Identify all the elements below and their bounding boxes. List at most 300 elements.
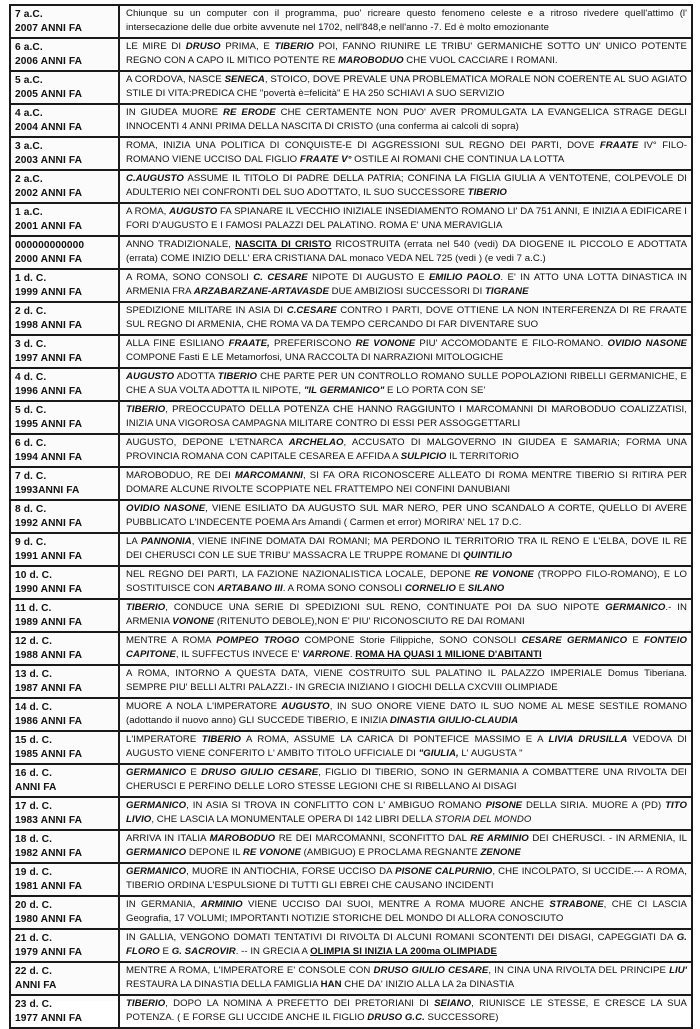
table-row <box>10 830 692 863</box>
year-label: 000000000000 <box>15 240 85 251</box>
table-row <box>10 203 692 236</box>
event-text: . A ROMA SONO CONSOLI <box>282 583 405 595</box>
event-description <box>119 38 692 71</box>
date-cell <box>10 797 119 830</box>
emphasized-name: "IL GERMANICO" <box>303 385 385 397</box>
table-row <box>10 434 692 467</box>
event-text: , IL SUFFECTUS INVECE E' <box>175 649 303 661</box>
table-row <box>10 797 692 830</box>
event-text: ANNO TRADIZIONALE, <box>126 239 236 250</box>
event-text: AUGUSTO, DEPONE L'ETNARCA <box>126 437 289 448</box>
date-cell <box>10 665 119 698</box>
event-text: A ROMA, <box>126 206 170 217</box>
years-ago-label: 2007 ANNI FA <box>15 23 83 34</box>
date-cell <box>10 995 119 1028</box>
emphasized-name: OLIMPIA SI INIZIA LA 200ma OLIMPIADE <box>310 946 497 958</box>
emphasized-name: STORIA DEL MONDO <box>434 814 532 826</box>
event-text: , SI FA ORA RICONOSCERE ALLEATO DI ROMA MENTRE TIBERIO SI RITIRA PER DOMARE ALCUNE RIVOLTE SCOPPIATE NEL FRATTEMPO NEI CONFINI DANUBIANI <box>126 470 687 496</box>
event-text: ALLA FINE ESILIANO <box>126 338 229 349</box>
date-cell <box>10 368 119 401</box>
year-label: 2 a.C. <box>15 174 43 185</box>
emphasized-name: C. CESARE <box>253 272 308 283</box>
emphasized-name: ARCHELAO <box>288 437 344 448</box>
emphasized-name: GERMANICO <box>126 866 187 877</box>
emphasized-name: POMPEO TROGO <box>216 635 300 646</box>
year-label: 12 d. C. <box>15 636 53 647</box>
date-cell <box>10 170 119 203</box>
date-cell <box>10 863 119 896</box>
emphasized-name: MARCOMANNI <box>234 470 304 481</box>
event-description <box>119 731 692 764</box>
years-ago-label: 1991 ANNI FA <box>15 551 83 562</box>
emphasized-name: GERMANICO <box>605 602 666 613</box>
year-label: 1 d. C. <box>15 273 47 284</box>
emphasized-name: TIBERIO <box>126 998 166 1009</box>
year-label: 2 d. C. <box>15 306 47 317</box>
event-description <box>119 929 692 962</box>
year-label: 8 d. C. <box>15 504 47 515</box>
years-ago-label: 1992 ANNI FA <box>15 518 83 529</box>
event-text: DEPONE IL <box>186 847 243 859</box>
table-row <box>10 566 692 599</box>
event-text: (TROPPO FILO-ROMANO), E LO SOSTITUISCE CON <box>126 569 687 595</box>
year-label: 14 d. C. <box>15 702 53 713</box>
date-cell <box>10 38 119 71</box>
event-text: VEDOVA DI AUGUSTO VIENE CONFERITO L' AMBITO TITOLO UFFICIALE DI <box>126 734 688 760</box>
event-text: RE DEI MARCOMANNI, SCONFITTO DAL <box>275 833 471 844</box>
year-label: 11 d. C. <box>15 603 52 614</box>
event-text: LE MIRE DI <box>126 41 186 52</box>
table-row <box>10 170 692 203</box>
event-text: RESTAURA LA DINASTIA DELLA FAMIGLIA <box>126 979 321 991</box>
event-text: , IN ASIA SI TROVA IN CONFLITTO CON L' AMBIGUO ROMANO <box>186 800 486 811</box>
emphasized-name: FRAATE V° <box>299 154 352 166</box>
event-text: VIENE UCCISO DAI SUOI, MENTRE A ROMA MUORE ANCHE <box>242 899 550 910</box>
year-label: 20 d. C. <box>15 900 53 911</box>
event-description <box>119 71 692 104</box>
date-cell <box>10 698 119 731</box>
year-label: 18 d. C. <box>15 834 53 845</box>
date-cell <box>10 500 119 533</box>
event-description <box>119 830 692 863</box>
event-text: , CHE CI LASCIA Geografia, 17 VOLUMI; IMPORTANTI NOTIZIE STORICHE DEL MONDO DI ALLORA CONOSCIUTO <box>126 899 688 925</box>
emphasized-name: FRAATE <box>599 140 639 151</box>
emphasized-name: QUINTILIO <box>463 550 513 562</box>
emphasized-name: PISONE <box>485 800 523 811</box>
table-row <box>10 269 692 302</box>
emphasized-name: TIBERIO <box>201 734 242 745</box>
event-text: NEL REGNO DEI PARTI, LA FAZIONE NAZIONALISTICA LOCALE, DEPONE <box>126 569 475 580</box>
event-text: , RIUNISCE LE STESSE, E CRESCE LA SUA POTENZA. ( E FORSE GLI UCCIDE ANCHE IL FIGLIO <box>126 998 687 1024</box>
emphasized-name: OVIDIO NASONE <box>607 338 687 349</box>
event-text: E <box>159 946 172 958</box>
event-text: PIU' ACCOMODANTE E FILO-ROMANO. <box>415 338 608 349</box>
event-text: ROMA, INIZIA UNA POLITICA DI CONQUISTE-E DI AGGRESSIONI SUL REGNO DEI PARTI, DOVE <box>126 140 600 151</box>
event-description <box>119 764 692 797</box>
years-ago-label: ANNI FA <box>15 980 57 991</box>
emphasized-name: ROMA HA QUASI 1 MILIONE D'ABITANTI <box>355 649 542 661</box>
years-ago-label: 2004 ANNI FA <box>15 122 83 133</box>
years-ago-label: 1993ANNI FA <box>15 485 80 496</box>
emphasized-name: PANNONIA <box>140 536 192 547</box>
emphasized-name: FRAATE, <box>228 338 270 349</box>
year-label: 4 a.C. <box>15 108 43 119</box>
year-label: 5 d. C. <box>15 405 47 416</box>
emphasized-name: GERMANICO <box>126 800 187 811</box>
event-text: E <box>186 767 202 778</box>
event-text: PRIMA, E <box>220 41 275 52</box>
event-description <box>119 467 692 500</box>
date-cell <box>10 599 119 632</box>
year-label: 6 a.C. <box>15 42 43 53</box>
years-ago-label: 1983 ANNI FA <box>15 815 83 826</box>
date-cell <box>10 104 119 137</box>
event-text: ASSUME IL TITOLO DI PADRE DELLA PATRIA; CONFINA LA FIGLIA GIULIA A VENTOTENE, COLPEVOLE DI ADULTERIO NEI CONFRONTI DEL SUO ADOTTATO, IL SUO SUCCESSORE <box>126 173 687 199</box>
event-text: .- IN ARMENIA <box>126 602 687 628</box>
event-description <box>119 698 692 731</box>
emphasized-name: MAROBODUO <box>338 55 404 67</box>
year-label: 23 d. C. <box>15 999 53 1010</box>
years-ago-label: 1990 ANNI FA <box>15 584 83 595</box>
table-row <box>10 38 692 71</box>
event-text: CONTRO I PARTI, DOVE OTTIENE LA NON INTERFERENZA DI RE FRAATE SUL REGNO DI ARMENIA, CHE ROMA VA DA TEMPO CERCANDO DI FAR DIVENTARE SUO <box>126 305 687 331</box>
date-cell <box>10 533 119 566</box>
date-cell <box>10 467 119 500</box>
table-row <box>10 335 692 368</box>
emphasized-name: RE ERODE <box>223 107 276 118</box>
emphasized-name: SENECA <box>224 74 265 85</box>
event-text: A ROMA, INTORNO A QUESTA DATA, VIENE COSTRUITO SUL PALATINO IL PALAZZO IMPERIALE Domus Tiberiana. SEMPRE PIU' BELLI ALTRI PALAZZI.- IN GRECIA INIZIANO I GIOCHI DELLA CXCVIII OLIMPIADE <box>126 668 687 694</box>
event-text: POI, FANNO RIUNIRE LE TRIBU' GERMANICHE SOTTO UN' UNICO POTENTE REGNO CON A CAPO IL MITICO POTENTE RE <box>126 41 687 67</box>
years-ago-label: 1988 ANNI FA <box>15 650 83 661</box>
event-text: , IN CINA UNA RIVOLTA DEL PRINCIPE <box>488 965 670 976</box>
emphasized-name: CORNELIO <box>404 583 456 595</box>
years-ago-label: 1996 ANNI FA <box>15 386 83 397</box>
event-text: DELLA SIRIA. MUORE A (PD) <box>522 800 666 811</box>
table-row <box>10 929 692 962</box>
years-ago-label: 1989 ANNI FA <box>15 617 83 628</box>
event-text: MAROBODUO, RE DEI <box>126 470 235 481</box>
event-text: MUORE A NOLA L'IMPERATORE <box>126 701 282 712</box>
event-text: IN GIUDEA MUORE <box>126 107 224 118</box>
date-cell <box>10 335 119 368</box>
emphasized-name: C.AUGUSTO <box>126 173 184 184</box>
emphasized-name: TIBERIO <box>126 602 166 613</box>
date-cell <box>10 896 119 929</box>
emphasized-name: STRABONE <box>549 899 604 910</box>
event-text: , VIENE ESILIATO DA AUGUSTO SUL MAR NERO, PER UNO SCANDALO A CORTE, QUELLO DI AVERE PUBBLICATO L'INDECENTE POEMA Ars Amandi ( Carmen et error) MORIRA' NEL 17 D.C. <box>126 503 687 529</box>
event-description <box>119 962 692 995</box>
table-row <box>10 500 692 533</box>
date-cell <box>10 962 119 995</box>
event-description <box>119 302 692 335</box>
event-description <box>119 170 692 203</box>
date-cell <box>10 434 119 467</box>
event-text: PREFERISCONO <box>269 338 356 349</box>
year-label: 3 a.C. <box>15 141 43 152</box>
date-cell <box>10 269 119 302</box>
event-text: CHE PARTE PER UN CONTROLLO ROMANO SULLE POPOLAZIONI RIBELLI GERMANICHE, E CHE A SUA VOLTA ADOTTA IL NIPOTE, <box>126 371 687 397</box>
event-text: SPEDIZIONE MILITARE IN ASIA DI <box>126 305 287 316</box>
year-label: 7 a.C. <box>15 9 43 20</box>
emphasized-name: GERMANICO <box>126 847 187 859</box>
table-row <box>10 863 692 896</box>
emphasized-name: DRUSO G.C. <box>367 1012 425 1024</box>
table-row <box>10 632 692 665</box>
table-row <box>10 71 692 104</box>
emphasized-name: LIVIA DRUSILLA <box>548 734 628 745</box>
event-text: , PREOCCUPATO DELLA POTENZA CHE HANNO RAGGIUNTO I MARCOMANNI DI MAROBODUO COALIZZATISI, INIZIA UNA VIGOROSA CAMPAGNA MILITARE CONTRO DI ESSI PER ASSOGGETTARLI <box>126 404 687 430</box>
event-text: IN GERMANIA, <box>126 899 201 910</box>
event-description <box>119 401 692 434</box>
chronology-table <box>9 4 693 1029</box>
table-row <box>10 962 692 995</box>
emphasized-name: RE ARMINIO <box>470 833 529 844</box>
years-ago-label: 1985 ANNI FA <box>15 749 83 760</box>
table-row <box>10 995 692 1028</box>
emphasized-name: VONONE <box>172 616 215 628</box>
years-ago-label: 1999 ANNI FA <box>15 287 83 298</box>
event-text: . E' IN ATTO UNA LOTTA DINASTICA IN ARMENIA FRA <box>126 272 687 298</box>
date-cell <box>10 929 119 962</box>
emphasized-name: G. FLORO <box>126 932 687 958</box>
years-ago-label: 2002 ANNI FA <box>15 188 83 199</box>
emphasized-name: TIBERIO <box>467 187 507 199</box>
date-cell <box>10 401 119 434</box>
years-ago-label: 1995 ANNI FA <box>15 419 83 430</box>
emphasized-name: C.CESARE <box>286 305 337 316</box>
event-description <box>119 566 692 599</box>
years-ago-label: 1997 ANNI FA <box>15 353 83 364</box>
event-description <box>119 137 692 170</box>
event-text: MENTRE A ROMA, L'IMPERATORE E' CONSOLE CON <box>126 965 374 976</box>
table-row <box>10 302 692 335</box>
event-text: , CHE LASCIA LA MONUMENTALE OPERA DI 142 LIBRI DELLA <box>151 814 435 826</box>
event-text: , FIGLIO DI TIBERIO, SONO IN GERMANIA A COMBATTERE UNA RIVOLTA DEI CHERUSCI E PERFINO DELLE LORO STESSE LEGIONI CHE SI RIBELLANO AI DISAGI <box>126 767 687 793</box>
event-text: CHE CERTAMENTE NON PUO' AVER PROMULGATA LA EVANGELICA STRAGE DEGLI INNOCENTI 4 ANNI PRIMA DELLA NASCITA DI CRISTO (una conferma ai calcoli di sopra) <box>126 107 687 133</box>
table-row <box>10 104 692 137</box>
emphasized-name: SEIANO <box>434 998 472 1009</box>
event-text: CHE DA' INIZIO ALLA LA 2a DINASTIA <box>341 979 515 991</box>
emphasized-name: ZENONE <box>480 847 521 859</box>
emphasized-name: AUGUSTO <box>169 206 218 217</box>
emphasized-name: AUGUSTO <box>281 701 330 712</box>
event-text: LA <box>126 536 141 547</box>
emphasized-name: TIBERIO <box>274 41 314 52</box>
event-text: IN GALLIA, VENGONO DOMATI TENTATIVI DI RIVOLTA DI ALCUNI ROMANI SCONTENTI DEI DISAGI, CAPEGGIATI DA <box>126 932 677 943</box>
emphasized-name: HAN <box>320 979 342 991</box>
years-ago-label: 2000 ANNI FA <box>15 254 83 265</box>
years-ago-label: 2003 ANNI FA <box>15 155 83 166</box>
emphasized-name: ARTABANO III <box>217 583 283 595</box>
years-ago-label: 1980 ANNI FA <box>15 914 83 925</box>
emphasized-name: AUGUSTO <box>126 371 175 382</box>
emphasized-name: DRUSO GIULIO CESARE <box>201 767 319 778</box>
years-ago-label: 1977 ANNI FA <box>15 1013 83 1024</box>
event-description <box>119 269 692 302</box>
event-text: IV° FILO-ROMANO VIENE UCCISO DAL FIGLIO <box>126 140 687 166</box>
table-row <box>10 368 692 401</box>
year-label: 9 d. C. <box>15 537 47 548</box>
year-label: 19 d. C. <box>15 867 53 878</box>
date-cell <box>10 830 119 863</box>
event-text: A ROMA, ASSUME LA CARICA DI PONTEFICE MASSIMO E A <box>241 734 549 745</box>
table-row <box>10 698 692 731</box>
date-cell <box>10 731 119 764</box>
emphasized-name: ARMINIO <box>200 899 243 910</box>
event-text: OSTILE AI ROMANI CHE CONTINUA LA LOTTA <box>351 154 565 166</box>
event-text: , VIENE INFINE DOMATA DAI ROMANI; MA PERDONO IL TERRITORIO TRA IL RENO E L'ELBA, DOVE IL RE DEI CHERUSCI CON LE SUE TRIBU' MASSACRA LE TRUPPE ROMANE DI <box>126 536 687 562</box>
event-text: IL TERRITORIO <box>446 451 519 463</box>
emphasized-name: DRUSO GIULIO CESARE <box>373 965 489 976</box>
event-description <box>119 236 692 269</box>
event-text: , MUORE IN ANTIOCHIA, FORSE UCCISO DA <box>186 866 396 877</box>
table-row <box>10 401 692 434</box>
event-text: L' AUGUSTA " <box>458 748 523 760</box>
event-text: E <box>455 583 468 595</box>
emphasized-name: "GIULIA, <box>418 748 459 760</box>
event-text: , CHE INCOLPATO, SI UCCIDE.--- A ROMA, TIBERIO ORDINA L'ESPULSIONE DI TUTTI GLI EBREI CHE CAUSANO INCIDENTI <box>126 866 688 892</box>
event-description <box>119 632 692 665</box>
event-text: COMPONE Fasti E LE Metamorfosi, UNA RACCOLTA DI NARRAZIONI MITOLOGICHE <box>126 352 504 364</box>
event-text: NIPOTE DI AUGUSTO E <box>307 272 429 283</box>
event-text: CHE VUOL CACCIARE I ROMANI. <box>403 55 558 67</box>
event-text: , ACCUSATO DI MALGOVERNO IN GIUDEA E SAMARIA; FORMA UNA PROVINCIA ROMANA CON CAPITALE CESAREA E AFFIDA A <box>126 437 687 463</box>
chronology-page <box>9 4 693 1024</box>
emphasized-name: TIBERIO <box>126 404 166 415</box>
event-text: E LO PORTA CON SE' <box>384 385 486 397</box>
years-ago-label: 1994 ANNI FA <box>15 452 83 463</box>
table-row <box>10 5 692 38</box>
event-text: RICOSTRUITA (errata nel 540 (vedi) DA DIOGENE IL PICCOLO E ADOTTATA (errata) COME INIZIO DELL' ERA CRISTIANA DAL monaco VEDA NEL 725 (vedi ) (e vedi 7 a.C.) <box>126 239 688 265</box>
emphasized-name: TITO LIVIO <box>126 800 688 826</box>
date-cell <box>10 632 119 665</box>
event-description <box>119 665 692 698</box>
chronology-rows <box>10 5 692 1028</box>
emphasized-name: ARZABARZANE-ARTAVASDE <box>193 286 329 298</box>
year-label: 5 a.C. <box>15 75 43 86</box>
emphasized-name: EMILIO PAOLO <box>428 272 501 283</box>
emphasized-name: DINASTIA GIULIO-CLAUDIA <box>389 715 519 727</box>
event-text: , CONDUCE UNA SERIE DI SPEDIZIONI SUL RENO, CONTINUATE POI DA SUO NIPOTE <box>165 602 606 613</box>
emphasized-name: MAROBODUO <box>209 833 276 844</box>
event-text: , IN SUO ONORE VIENE DATO IL SUO NOME AL MESE SESTILE ROMANO (adottando il nuovo anno) GLI SUCCEDE TIBERIO, E INIZIA <box>126 701 687 727</box>
table-row <box>10 764 692 797</box>
years-ago-label: 2001 ANNI FA <box>15 221 83 232</box>
event-text: L'IMPERATORE <box>126 734 202 745</box>
event-text: ARRIVA IN ITALIA <box>126 833 210 844</box>
emphasized-name: OVIDIO NASONE <box>126 503 206 514</box>
date-cell <box>10 236 119 269</box>
event-text: ADOTTA <box>174 371 218 382</box>
table-row <box>10 731 692 764</box>
year-label: 1 a.C. <box>15 207 43 218</box>
year-label: 4 d. C. <box>15 372 47 383</box>
date-cell <box>10 764 119 797</box>
year-label: 10 d. C. <box>15 570 53 581</box>
event-text: E <box>627 635 644 646</box>
year-label: 6 d. C. <box>15 438 47 449</box>
emphasized-name: TIGRANE <box>485 286 529 298</box>
date-cell <box>10 5 119 38</box>
table-row <box>10 533 692 566</box>
event-text: FA SPIANARE IL VECCHIO INIZIALE INSEDIAMENTO ROMANO LI' DA 751 ANNI, E INIZIA A EDIFICARE I FORI D'AUGUSTO E I FAMOSI PALAZZI DEL PALATINO. ROMA E' UNA MERAVIGLIA <box>126 206 688 232</box>
event-description <box>119 533 692 566</box>
event-description <box>119 335 692 368</box>
date-cell <box>10 71 119 104</box>
years-ago-label: 1981 ANNI FA <box>15 881 83 892</box>
year-label: 16 d. C. <box>15 768 53 779</box>
years-ago-label: 1987 ANNI FA <box>15 683 83 694</box>
years-ago-label: 1998 ANNI FA <box>15 320 83 331</box>
emphasized-name: TIBERIO <box>217 371 257 382</box>
emphasized-name: G. SACROVIR <box>171 946 236 958</box>
event-description <box>119 5 692 38</box>
emphasized-name: FONTEIO CAPITONE <box>126 635 687 661</box>
years-ago-label: 2006 ANNI FA <box>15 56 83 67</box>
years-ago-label: ANNI FA <box>15 782 57 793</box>
event-text: . <box>349 649 356 661</box>
table-row <box>10 896 692 929</box>
years-ago-label: 1979 ANNI FA <box>15 947 83 958</box>
emphasized-name: DRUSO <box>185 41 221 52</box>
date-cell <box>10 137 119 170</box>
years-ago-label: 2005 ANNI FA <box>15 89 83 100</box>
event-text: SUCCESSORE) <box>424 1012 499 1024</box>
emphasized-name: PISONE CALPURNIO <box>395 866 493 877</box>
event-text: (RITENUTO DEBOLE),NON E' PIU' RICONOSCIUTO RE DAI ROMANI <box>214 616 525 628</box>
emphasized-name: LIU' <box>669 965 688 976</box>
date-cell <box>10 566 119 599</box>
year-label: 7 d. C. <box>15 471 47 482</box>
emphasized-name: CESARE GERMANICO <box>521 635 628 646</box>
event-text: MENTRE A ROMA <box>126 635 217 646</box>
event-description <box>119 995 692 1028</box>
date-cell <box>10 203 119 236</box>
table-row <box>10 467 692 500</box>
date-cell <box>10 302 119 335</box>
emphasized-name: GERMANICO <box>126 767 187 778</box>
event-description <box>119 368 692 401</box>
emphasized-name: NASCITA DI CRISTO <box>235 239 332 250</box>
emphasized-name: RE VONONE <box>474 569 534 580</box>
event-text: DEI CHERUSCI. - IN ARMENIA, IL <box>528 833 687 844</box>
year-label: 13 d. C. <box>15 669 53 680</box>
event-description <box>119 797 692 830</box>
event-description <box>119 863 692 896</box>
table-row <box>10 665 692 698</box>
event-description <box>119 599 692 632</box>
event-text: , STOICO, DOVE PREVALE UNA PROBLEMATICA MORALE NON COERENTE AL SUO AGIATO STILE DI VITA:PREDICA CHE "povertà è=felicità" E HA 250 SCHIAVI A SUO SERVIZIO <box>126 74 688 100</box>
event-text: A ROMA, SONO CONSOLI <box>126 272 254 283</box>
year-label: 21 d. C. <box>15 933 53 944</box>
event-description <box>119 104 692 137</box>
event-text: Chiunque su un computer con il programma, puo' ricreare questo fenomeno celeste e a ritroso rivedere quell'attimo (l' intersecazione delle due orbite avvenute nel 1702, nell'848,e nell'anno -7. Ed è molto emozionante <box>126 8 687 34</box>
event-description <box>119 434 692 467</box>
event-description <box>119 896 692 929</box>
emphasized-name: SILANO <box>467 583 505 595</box>
table-row <box>10 599 692 632</box>
event-text: DUE AMBIZIOSI SUCCESSORI DI <box>328 286 486 298</box>
emphasized-name: VARRONE <box>302 649 350 661</box>
year-label: 17 d. C. <box>15 801 53 812</box>
event-text: , DOPO LA NOMINA A PREFETTO DEI PRETORIANI DI <box>165 998 435 1009</box>
year-label: 15 d. C. <box>15 735 53 746</box>
event-description <box>119 203 692 236</box>
event-text: A CORDOVA, NASCE <box>126 74 225 85</box>
years-ago-label: 1986 ANNI FA <box>15 716 83 727</box>
table-row <box>10 236 692 269</box>
